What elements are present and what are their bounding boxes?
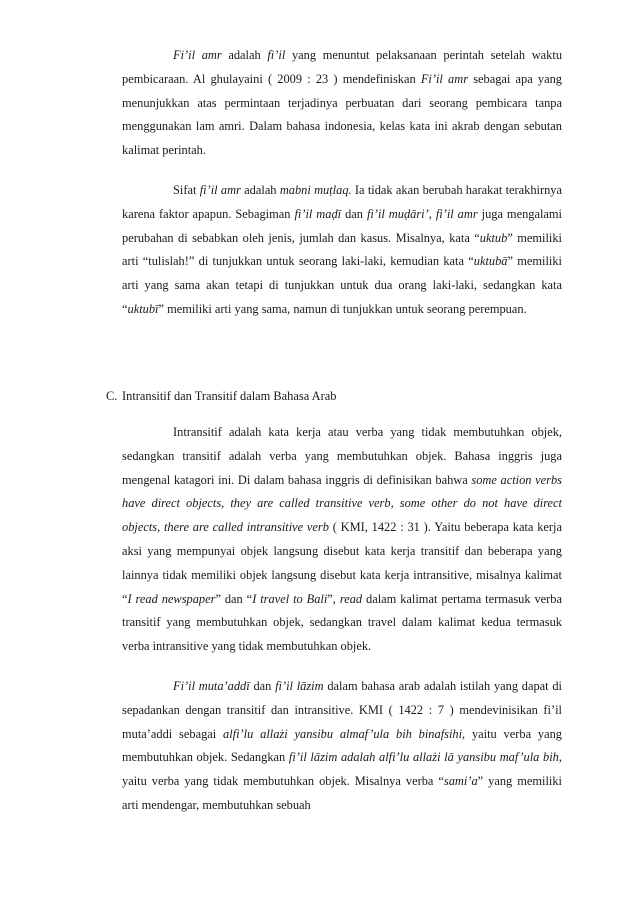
paragraph-intransitive-definition — [122, 421, 562, 659]
term: fi’il maḍī — [294, 206, 342, 221]
section-title: Intransitif dan Transitif dalam Bahasa Arab — [122, 389, 337, 403]
text-run: adalah — [240, 182, 280, 197]
text-run: , yaitu verba yang tidak membutuhkan objek. Misalnya verba “ — [122, 750, 562, 789]
text-run: juga mengalami perubahan di sebabkan oleh jenis, jumlah dan kasus. Misalnya, kata “ — [122, 206, 562, 245]
text-run: dan — [341, 206, 367, 221]
text-run: Intransitif adalah kata kerja atau verba yang tidak membutuhkan objek, sedangkan transitif adalah verba yang membutuhkan objek. Bahasa inggris juga mengenal katagori ini. Di dalam bahasa inggris di definisikan bahwa — [122, 425, 562, 487]
text-run: , — [428, 206, 436, 221]
term: fi’il amr — [199, 182, 241, 197]
text-run: yang menuntut pelaksanaan perintah setelah waktu pembicaraan. Al ghulayaini ( 2009 : 23 ) mendefiniskan — [122, 48, 563, 86]
section-transitive — [122, 421, 562, 818]
text-run: dalam kalimat pertama termasuk verba transitif yang membutuhkan objek, sedangkan travel dalam kalimat kedua termasuk verba intransitive yang tidak membutuhkan objek. — [122, 591, 563, 654]
text-run: adalah — [221, 48, 268, 62]
term: uktubā — [473, 254, 508, 269]
text-run: ” memiliki arti yang sama, namun di tunjukkan untuk seorang perempuan. — [158, 301, 527, 316]
term: Fi’il muta’addī — [173, 678, 250, 693]
example-sentence: I travel to Bali — [252, 591, 328, 606]
text-run: dalam bahasa arab adalah istilah yang dapat di sepadankan dengan transitif dan intransitive. KMI ( 1422 : 7 ) mendevinisikan fi’il muta’addi sebagai — [122, 678, 562, 741]
section-number: C. — [106, 389, 118, 403]
quote-english: some action verbs have direct objects, they are called transitive verb, some other do not have direct objects, there are called intransitive verb — [122, 472, 562, 535]
text-run: ” yang memiliki arti mendengar, membutuhkan sebuah — [122, 774, 562, 812]
text-run: ”, — [327, 591, 340, 606]
paragraph-amr-nature — [122, 179, 562, 322]
term: fi’il muḍāri’ — [366, 206, 429, 221]
term: Fi’il amr — [420, 71, 469, 86]
paragraph-amr-definition — [122, 44, 562, 163]
term: fi’il lāzim — [275, 678, 324, 693]
section-heading — [106, 386, 336, 406]
term: fi’il amr — [435, 206, 478, 221]
text-run: sebagai apa yang menunjukkan atas permintaan terjadinya perbuatan dari seorang pembicara tanpa menggunakan lam amri. Dalam bahasa indonesia, kelas kata ini akrab dengan sebutan kalimat perintah. — [122, 71, 562, 158]
text-run: ” memiliki arti “tulislah!” di tunjukkan untuk seorang laki-laki, kemudian kata “ — [122, 230, 563, 269]
text-run: Ia tidak akan berubah harakat terakhirnya karena faktor apapun. Sebagiman — [122, 182, 562, 221]
text-run: ” memiliki arti yang sama akan tetapi di tunjukkan untuk dua orang laki-laki, sedangkan kata “ — [122, 254, 562, 316]
term: sami’a — [443, 774, 478, 789]
term: uktub — [479, 230, 508, 245]
term: fi’il lāzim adalah alfi’lu allażi lā yansibu maf’ula bih — [288, 750, 559, 765]
term: Fi’il amr — [173, 48, 222, 62]
text-run: ( KMI, 1422 : 31 ). Yaitu beberapa kata kerja aksi yang mempunyai objek langsung disebut kata kerja transitif dan beberapa yang lainnya tidak memiliki objek langsung disebut kata kerja intransitive, misalnya kalimat “ — [122, 520, 562, 606]
text-run: , yaitu verba yang membutuhkan objek. Sedangkan — [122, 726, 562, 765]
term: read — [339, 591, 363, 606]
text-run: Sifat — [173, 182, 200, 197]
text-run: ” dan “ — [215, 591, 253, 606]
term: fi’il — [267, 48, 286, 62]
term: mabni muṭlaq. — [279, 182, 352, 197]
section-amr — [122, 44, 562, 322]
term: uktubī — [127, 301, 159, 316]
text-run: dan — [249, 678, 276, 693]
term: alfi’lu allażi yansibu almaf’ula bih binafsihi — [223, 726, 463, 741]
example-sentence: I read newspaper — [127, 591, 216, 606]
paragraph-mutaaddi-lazim — [122, 675, 562, 818]
